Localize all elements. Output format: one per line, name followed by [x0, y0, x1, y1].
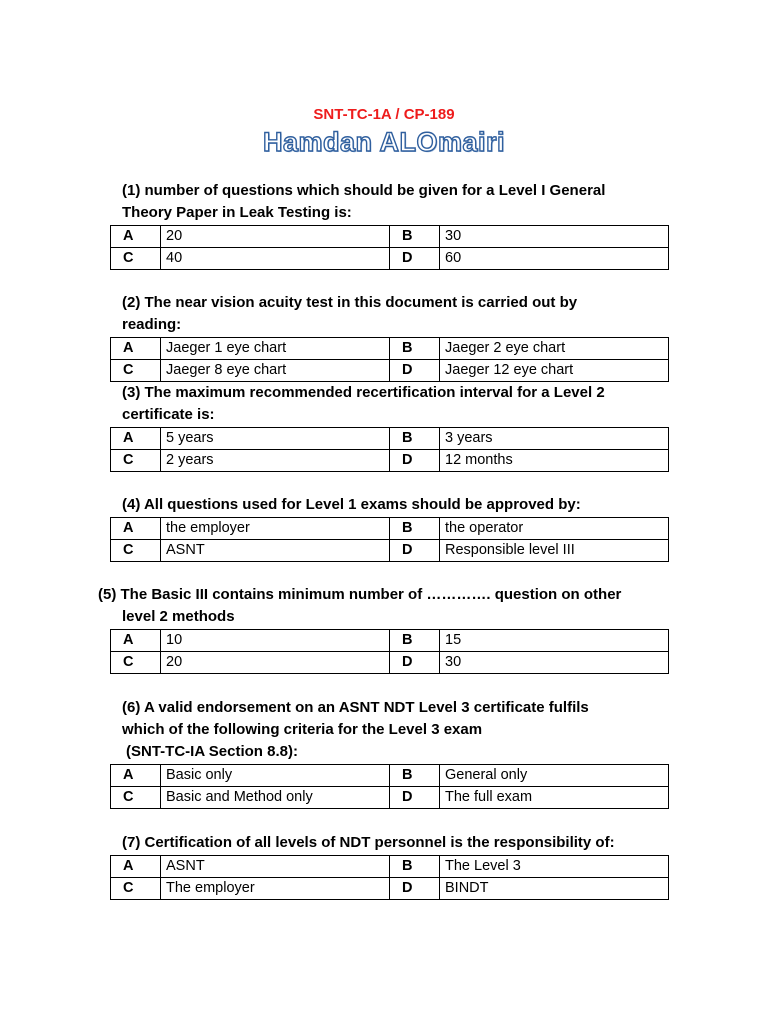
option-letter-d: D: [390, 652, 440, 674]
options-table: [110, 337, 669, 382]
option-letter-a: A: [111, 630, 161, 652]
question-2: [110, 292, 630, 382]
question-text: (3) The maximum recommended recertification interval for a Level 2 certificate is:: [122, 384, 605, 423]
option-b[interactable]: Jaeger 2 eye chart: [440, 338, 669, 360]
option-d[interactable]: Responsible level III: [440, 540, 669, 562]
table-row: [111, 428, 669, 450]
option-letter-a: A: [111, 226, 161, 248]
table-row: [111, 360, 669, 382]
document-header: [0, 106, 768, 158]
option-c[interactable]: ASNT: [161, 540, 390, 562]
option-c[interactable]: Jaeger 8 eye chart: [161, 360, 390, 382]
option-c[interactable]: 2 years: [161, 450, 390, 472]
option-a[interactable]: 10: [161, 630, 390, 652]
option-letter-a: A: [111, 428, 161, 450]
author-name: Hamdan ALOmairi: [262, 127, 506, 157]
question-6: [110, 697, 630, 809]
question-text: [122, 697, 630, 763]
options-table: [110, 764, 669, 809]
question-7: [110, 832, 630, 900]
option-d[interactable]: 30: [440, 652, 669, 674]
option-c[interactable]: The employer: [161, 878, 390, 900]
table-row: [111, 540, 669, 562]
option-c[interactable]: 20: [161, 652, 390, 674]
option-letter-c: C: [111, 878, 161, 900]
question-text: (4) All questions used for Level 1 exams should be approved by:: [122, 496, 581, 513]
question-text: (7) Certification of all levels of NDT personnel is the responsibility of:: [122, 834, 615, 851]
option-letter-c: C: [111, 652, 161, 674]
option-a[interactable]: Jaeger 1 eye chart: [161, 338, 390, 360]
option-b[interactable]: The Level 3: [440, 856, 669, 878]
option-letter-c: C: [111, 360, 161, 382]
option-letter-c: C: [111, 450, 161, 472]
option-b[interactable]: the operator: [440, 518, 669, 540]
option-letter-d: D: [390, 248, 440, 270]
option-a[interactable]: the employer: [161, 518, 390, 540]
table-row: [111, 450, 669, 472]
table-row: [111, 518, 669, 540]
option-b[interactable]: 3 years: [440, 428, 669, 450]
option-letter-c: C: [111, 787, 161, 809]
table-row: [111, 226, 669, 248]
table-row: [111, 765, 669, 787]
table-row: [111, 856, 669, 878]
option-letter-d: D: [390, 878, 440, 900]
option-letter-a: A: [111, 765, 161, 787]
option-c[interactable]: Basic and Method only: [161, 787, 390, 809]
options-table: [110, 629, 669, 674]
table-row: [111, 248, 669, 270]
table-row: [111, 652, 669, 674]
option-letter-b: B: [390, 518, 440, 540]
option-letter-d: D: [390, 540, 440, 562]
question-text: [98, 584, 630, 628]
option-d[interactable]: 12 months: [440, 450, 669, 472]
question-3: [110, 382, 630, 472]
options-table: [110, 517, 669, 562]
option-letter-b: B: [390, 226, 440, 248]
option-letter-a: A: [111, 856, 161, 878]
table-row: [111, 878, 669, 900]
option-a[interactable]: 20: [161, 226, 390, 248]
option-a[interactable]: ASNT: [161, 856, 390, 878]
option-letter-b: B: [390, 338, 440, 360]
question-text-line-2: level 2 methods: [122, 608, 235, 625]
document-reference: SNT-TC-1A / CP-189: [313, 106, 455, 123]
option-letter-b: B: [390, 856, 440, 878]
question-4: [110, 494, 630, 562]
option-b[interactable]: 15: [440, 630, 669, 652]
options-table: [110, 855, 669, 900]
option-d[interactable]: BINDT: [440, 878, 669, 900]
option-a[interactable]: Basic only: [161, 765, 390, 787]
option-letter-a: A: [111, 338, 161, 360]
table-row: [111, 787, 669, 809]
option-c[interactable]: 40: [161, 248, 390, 270]
option-b[interactable]: General only: [440, 765, 669, 787]
option-letter-c: C: [111, 248, 161, 270]
question-text: (1) number of questions which should be given for a Level I General Theory Paper in Leak Testing is:: [122, 182, 606, 221]
option-d[interactable]: Jaeger 12 eye chart: [440, 360, 669, 382]
question-1: [110, 180, 630, 270]
option-d[interactable]: 60: [440, 248, 669, 270]
option-letter-a: A: [111, 518, 161, 540]
option-d[interactable]: The full exam: [440, 787, 669, 809]
option-letter-b: B: [390, 765, 440, 787]
options-table: [110, 427, 669, 472]
option-letter-d: D: [390, 450, 440, 472]
question-text-line-1: (6) A valid endorsement on an ASNT NDT Level 3 certificate fulfils which of the following criteria for the Level 3 exam: [122, 699, 589, 738]
question-text: (2) The near vision acuity test in this document is carried out by reading:: [122, 294, 578, 333]
option-letter-b: B: [390, 428, 440, 450]
option-letter-c: C: [111, 540, 161, 562]
options-table: [110, 225, 669, 270]
option-letter-d: D: [390, 360, 440, 382]
table-row: [111, 630, 669, 652]
option-b[interactable]: 30: [440, 226, 669, 248]
table-row: [111, 338, 669, 360]
question-text-line-2: (SNT-TC-IA Section 8.8):: [126, 743, 298, 760]
option-letter-b: B: [390, 630, 440, 652]
option-a[interactable]: 5 years: [161, 428, 390, 450]
question-text-line-1: (5) The Basic III contains minimum number of …………. question on other: [98, 586, 622, 603]
question-5: [98, 584, 630, 674]
option-letter-d: D: [390, 787, 440, 809]
